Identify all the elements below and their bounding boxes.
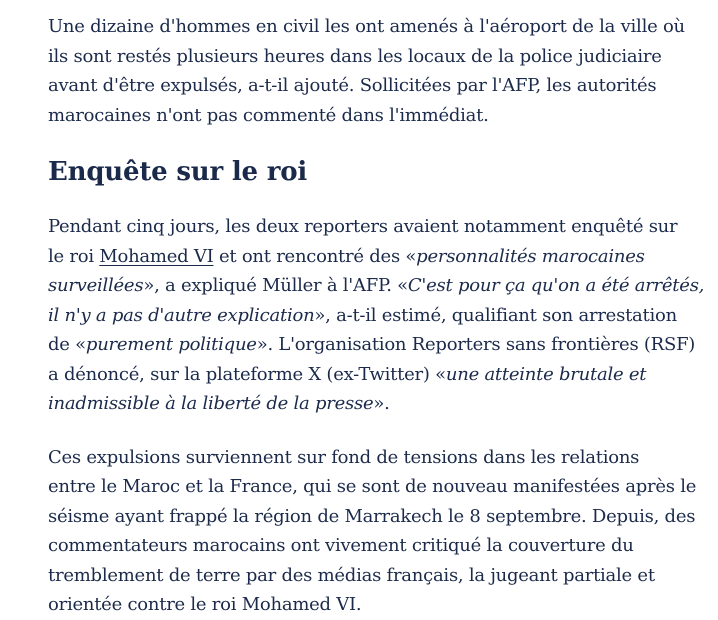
quote-fragment: une atteinte brutale et — [445, 363, 647, 385]
text-line: séisme ayant frappé la région de Marrakech le 8 septembre. Depuis, des — [48, 505, 696, 527]
text-line: marocaines n'ont pas commenté dans l'immédiat. — [48, 104, 489, 126]
text-line: tremblement de terre par des médias français, la jugeant partiale et — [48, 564, 655, 586]
quote-fragment: personnalités marocaines — [416, 245, 645, 267]
text-line: Une dizaine d'hommes en civil les ont amenés à l'aéroport de la ville où — [48, 16, 685, 37]
text-line — [48, 330, 708, 360]
text-line: entre le Maroc et la France, qui se sont de nouveau manifestées après le — [48, 476, 697, 497]
text-fragment: le roi — [48, 245, 100, 267]
text-line: orientée contre le roi Mohamed VI. — [48, 594, 362, 615]
text-line — [48, 301, 708, 331]
quote-fragment: purement politique — [85, 334, 257, 355]
intro-paragraph — [48, 12, 708, 130]
quote-fragment: inadmissible à la liberté de la presse — [48, 393, 374, 414]
quote-fragment: surveillées — [48, 275, 144, 296]
text-fragment: ». — [373, 393, 390, 414]
text-line: commentateurs marocains ont vivement critiqué la couverture du — [48, 535, 634, 556]
quote-fragment: C'est pour ça qu'on a été arrêtés, — [407, 275, 705, 296]
quote-fragment: il n'y a pas d'autre explication — [48, 304, 315, 326]
text-fragment: de « — [48, 334, 86, 355]
text-line — [48, 389, 708, 419]
article-body — [48, 12, 708, 620]
text-fragment: », a expliqué Müller à l'AFP. « — [143, 275, 408, 296]
reporters-paragraph — [48, 212, 708, 419]
section-heading: Enquête sur le roi — [48, 157, 308, 187]
text-fragment: a dénoncé, sur la plateforme X (ex-Twitter) « — [48, 363, 446, 385]
tensions-paragraph — [48, 443, 708, 620]
text-line: avant d'être expulsés, a-t-il ajouté. Sollicitées par l'AFP, les autorités — [48, 75, 657, 96]
text-line — [48, 242, 708, 272]
text-fragment: ». L'organisation Reporters sans frontières (RSF) — [256, 334, 696, 355]
mohamed-vi-link[interactable]: Mohamed VI — [99, 245, 214, 267]
text-line — [48, 360, 708, 390]
text-fragment: », a-t-il estimé, qualifiant son arrestation — [314, 304, 677, 326]
text-fragment: et ont rencontré des « — [213, 245, 417, 267]
text-line: Ces expulsions surviennent sur fond de tensions dans les relations — [48, 446, 640, 468]
text-line: Pendant cinq jours, les deux reporters avaient notamment enquêté sur — [48, 216, 678, 237]
text-line: ils sont restés plusieurs heures dans les locaux de la police judiciaire — [48, 45, 662, 67]
text-line — [48, 271, 708, 301]
